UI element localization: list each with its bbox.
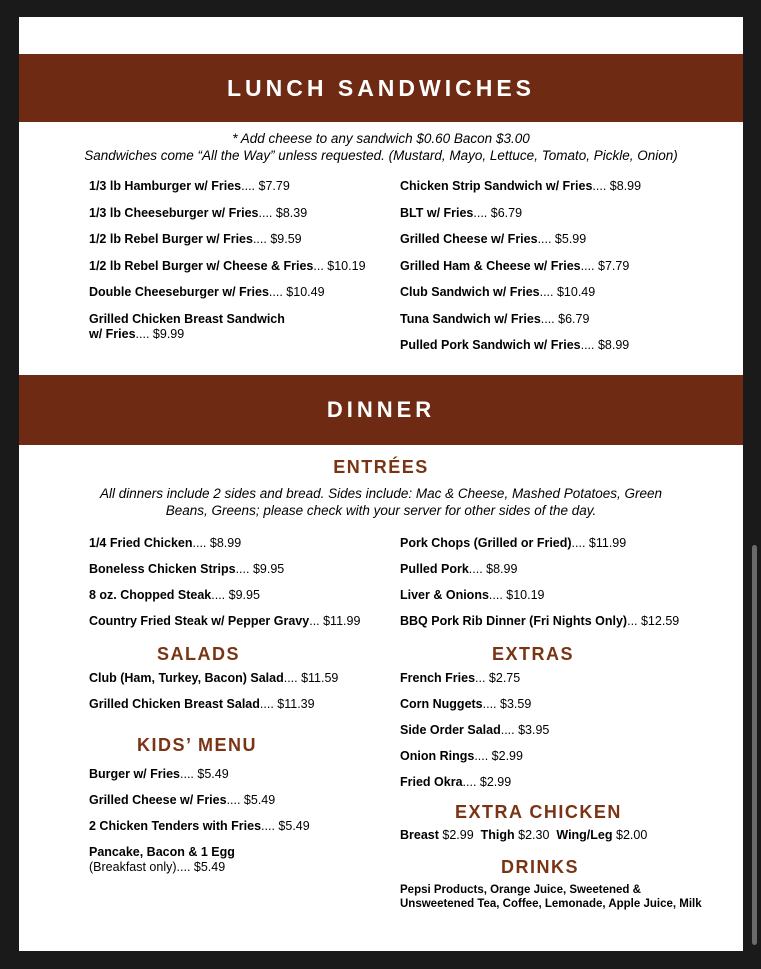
entrees-title: ENTRÉES [333,457,429,477]
menu-item: Liver & Onions.... $10.19 [400,588,545,602]
menu-item: Grilled Chicken Breast Salad.... $11.39 [89,697,315,711]
drinks-title: DRINKS [501,857,580,877]
menu-item: BBQ Pork Rib Dinner (Fri Nights Only)... $12.59 [400,614,680,628]
menu-item: Grilled Cheese w/ Fries.... $5.49 [89,793,276,807]
dinner-header: DINNER [19,375,743,445]
menu-item: Tuna Sandwich w/ Fries.... $6.79 [400,312,590,326]
menu-item: Club (Ham, Turkey, Bacon) Salad.... $11.59 [89,671,339,685]
menu-item: 1/4 Fried Chicken.... $8.99 [89,536,242,550]
dinner-note-line2: Beans, Greens; please check with your server for other sides of the day. [165,503,597,518]
menu-item: Boneless Chicken Strips.... $9.95 [89,562,285,576]
lunch-note-cheese: * Add cheese to any sandwich $0.60 Bacon $3.00 [232,131,530,146]
extra-chicken-title: EXTRA CHICKEN [455,802,622,822]
menu-item: BLT w/ Fries.... $6.79 [400,206,523,220]
menu-item: Fried Okra.... $2.99 [400,775,512,789]
menu-item: Double Cheeseburger w/ Fries.... $10.49 [89,285,325,299]
menu-item: Pork Chops (Grilled or Fried).... $11.99 [400,536,627,550]
menu-item: 1/2 lb Rebel Burger w/ Fries.... $9.59 [89,232,302,246]
extras-title: EXTRAS [492,644,575,664]
menu-item: Country Fried Steak w/ Pepper Gravy... $11.99 [89,614,361,628]
menu-item: Onion Rings.... $2.99 [400,749,523,763]
scrollbar[interactable] [752,545,757,945]
drinks-line-2: Unsweetened Tea, Coffee, Lemonade, Apple Juice, Milk [400,898,702,910]
menu-item: 8 oz. Chopped Steak.... $9.95 [89,588,260,602]
menu-item: Corn Nuggets.... $3.59 [400,697,532,711]
menu-item: French Fries... $2.75 [400,671,521,685]
menu-item: Grilled Chicken Breast Sandwich w/ Fries.... $9.99 [89,312,285,341]
menu-item: Pancake, Bacon & 1 Egg (Breakfast only).... $5.49 [89,845,235,874]
menu-item: 1/2 lb Rebel Burger w/ Cheese & Fries... $10.19 [89,259,366,273]
menu-item: Grilled Cheese w/ Fries.... $5.99 [400,232,587,246]
dinner-note-line1: All dinners include 2 sides and bread. Sides include: Mac & Cheese, Mashed Potatoes, Green [99,486,663,501]
menu-item: Pulled Pork Sandwich w/ Fries.... $8.99 [400,338,630,352]
drinks-line-1: Pepsi Products, Orange Juice, Sweetened & [400,884,641,896]
menu-item: 1/3 lb Hamburger w/ Fries.... $7.79 [89,179,290,193]
menu-item: Side Order Salad.... $3.95 [400,723,550,737]
menu-item: Club Sandwich w/ Fries.... $10.49 [400,285,596,299]
menu-item: 1/3 lb Cheeseburger w/ Fries.... $8.39 [89,206,308,220]
menu-item: 2 Chicken Tenders with Fries.... $5.49 [89,819,310,833]
menu-item: Burger w/ Fries.... $5.49 [89,767,229,781]
menu-item: Pulled Pork.... $8.99 [400,562,518,576]
lunch-note-all-the-way: Sandwiches come “All the Way” unless requested. (Mustard, Mayo, Lettuce, Tomato, Pickle, Onion) [84,148,678,163]
salads-title: SALADS [157,644,241,664]
menu-item: Grilled Ham & Cheese w/ Fries.... $7.79 [400,259,630,273]
lunch-header: LUNCH SANDWICHES [19,54,743,122]
menu-page [19,17,743,951]
menu-item: Chicken Strip Sandwich w/ Fries.... $8.99 [400,179,642,193]
extra-chicken-prices: Breast $2.99 Thigh $2.30 Wing/Leg $2.00 [400,828,648,842]
kids-menu-title: KIDS’ MENU [137,735,258,755]
